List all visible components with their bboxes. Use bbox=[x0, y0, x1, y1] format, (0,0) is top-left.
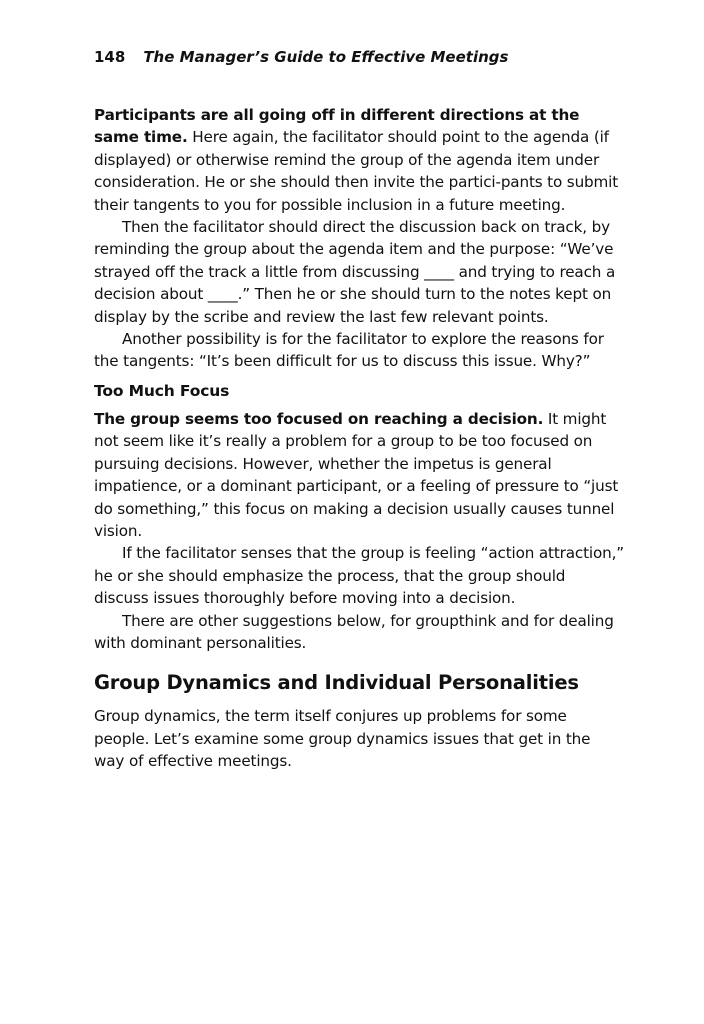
paragraph-tangents bbox=[94, 104, 624, 216]
body-text bbox=[94, 104, 624, 773]
paragraph-redirect: Then the facilitator should direct the discussion back on track, by reminding the group about the agenda item and the purpose: “We’ve strayed off the track a little from discussing ____ and trying to reach a decision about ____.” Then he or she should turn to the notes kept on display by the scribe and review the last few relevant points. bbox=[94, 218, 616, 326]
running-head bbox=[94, 48, 508, 66]
paragraph-text: It might not seem like it’s really a problem for a group to be too focused on pursuing decisions. However, whether the impetus is general impatience, or a dominant participant, or a feeling of pressure to “just do something,” this focus on making a decision usually causes tunnel vision. bbox=[94, 409, 619, 540]
page-number: 148 bbox=[94, 48, 126, 66]
subheading-too-much-focus: Too Much Focus bbox=[94, 381, 230, 400]
paragraph-group-dynamics-intro: Group dynamics, the term itself conjures up problems for some people. Let’s examine some group dynamics issues that get in the way of effective meetings. bbox=[94, 707, 591, 771]
paragraph-action-attraction: If the facilitator senses that the group is feeling “action attraction,” he or she should emphasize the process, that the group should discuss issues thoroughly before moving into a decision. bbox=[94, 544, 624, 608]
paragraph-other-suggestions: There are other suggestions below, for groupthink and for dealing with dominant personalities. bbox=[94, 611, 614, 652]
paragraph-text: Here again, the facilitator should point to the agenda (if displayed) or otherwise remind the group of the agenda item under consideration. He or she should then invite the partici-pants to submit their tangents to you for possible inclusion in a future meeting. bbox=[94, 128, 619, 214]
section-heading-group-dynamics: Group Dynamics and Individual Personalities bbox=[94, 671, 579, 695]
paragraph-explore-reasons: Another possibility is for the facilitator to explore the reasons for the tangents: “It’s been difficult for us to discuss this issue. Why?” bbox=[94, 330, 604, 371]
paragraph-too-focused bbox=[94, 408, 624, 542]
book-title: The Manager’s Guide to Effective Meetings bbox=[143, 48, 509, 66]
paragraph-lead: Participants are all going off in different directions at the same time. bbox=[94, 106, 580, 147]
paragraph-lead: The group seems too focused on reaching a decision. bbox=[94, 409, 544, 428]
